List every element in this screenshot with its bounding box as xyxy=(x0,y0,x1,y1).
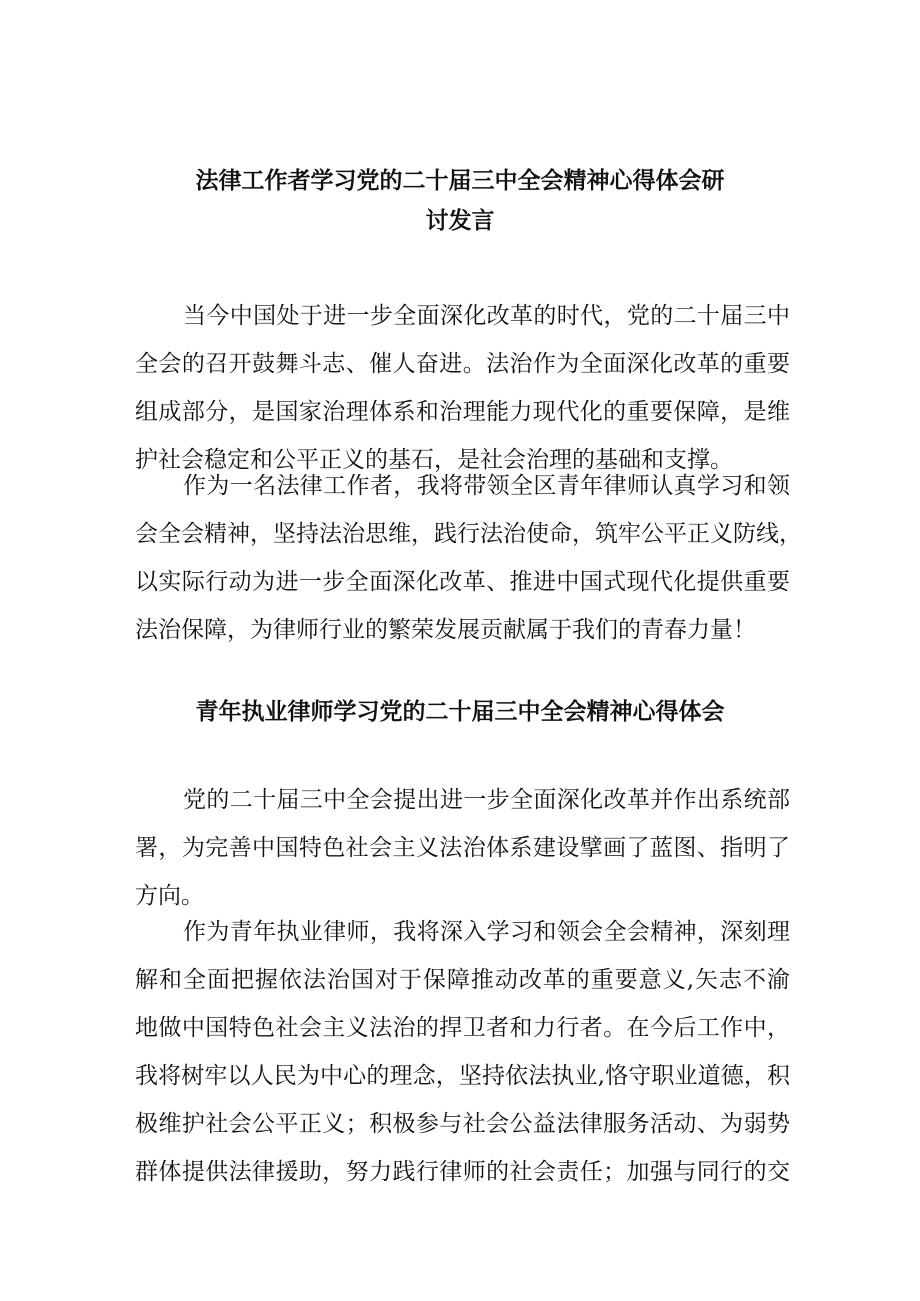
text-line: 以实际行动为进一步全面深化改革、推进中国式现代化提供重要 xyxy=(135,569,790,595)
text-line: 作为一名法律工作者，我将带领全区青年律师认真学习和领 xyxy=(183,473,790,499)
text-line: 全会的召开鼓舞斗志、催人奋进。法治作为全面深化改革的重要 xyxy=(135,351,790,377)
text-line: 解和全面把握依法治国对于保障推动改革的重要意义,矢志不渝 xyxy=(135,967,790,993)
text-line: 极维护社会公平正义；积极参与社会公益法律服务活动、为弱势 xyxy=(135,1111,790,1137)
text-line: 作为青年执业律师，我将深入学习和领会全会精神，深刻理 xyxy=(183,919,790,945)
text-line: 组成部分，是国家治理体系和治理能力现代化的重要保障，是维 xyxy=(135,399,790,425)
article-1-title-line: 法律工作者学习党的二十届三中全会精神心得体会研 xyxy=(195,168,725,194)
article-2-paragraph-1 xyxy=(135,776,790,920)
text-line: 会全会精神，坚持法治思维，践行法治使命，筑牢公平正义防线， xyxy=(135,521,802,547)
article-2-title xyxy=(0,692,920,732)
text-line: 署，为完善中国特色社会主义法治体系建设擘画了蓝图、指明了 xyxy=(135,835,790,861)
text-line: 法治保障，为律师行业的繁荣发展贡献属于我们的青春力量！ xyxy=(135,617,756,643)
article-1-paragraph-1 xyxy=(135,292,790,484)
text-line: 我将树牢以人民为中心的理念，坚持依法执业,恪守职业道德，积 xyxy=(135,1063,790,1089)
text-line: 护社会稳定和公平正义的基石，是社会治理的基础和支撑。 xyxy=(135,447,733,473)
article-1-title xyxy=(0,161,920,241)
text-line: 党的二十届三中全会提出进一步全面深化改革并作出系统部 xyxy=(183,787,790,813)
article-1-paragraph-2 xyxy=(135,462,802,654)
text-line: 群体提供法律援助，努力践行律师的社会责任；加强与同行的交 xyxy=(135,1159,790,1185)
text-line: 方向。 xyxy=(135,883,204,909)
article-2-paragraph-2 xyxy=(135,908,790,1196)
article-2-title-line: 青年执业律师学习党的二十届三中全会精神心得体会 xyxy=(195,699,725,725)
article-1-title-line: 讨发言 xyxy=(425,208,495,234)
text-line: 地做中国特色社会主义法治的捍卫者和力行者。在今后工作中， xyxy=(135,1015,790,1041)
text-line: 当今中国处于进一步全面深化改革的时代，党的二十届三中 xyxy=(183,303,790,329)
